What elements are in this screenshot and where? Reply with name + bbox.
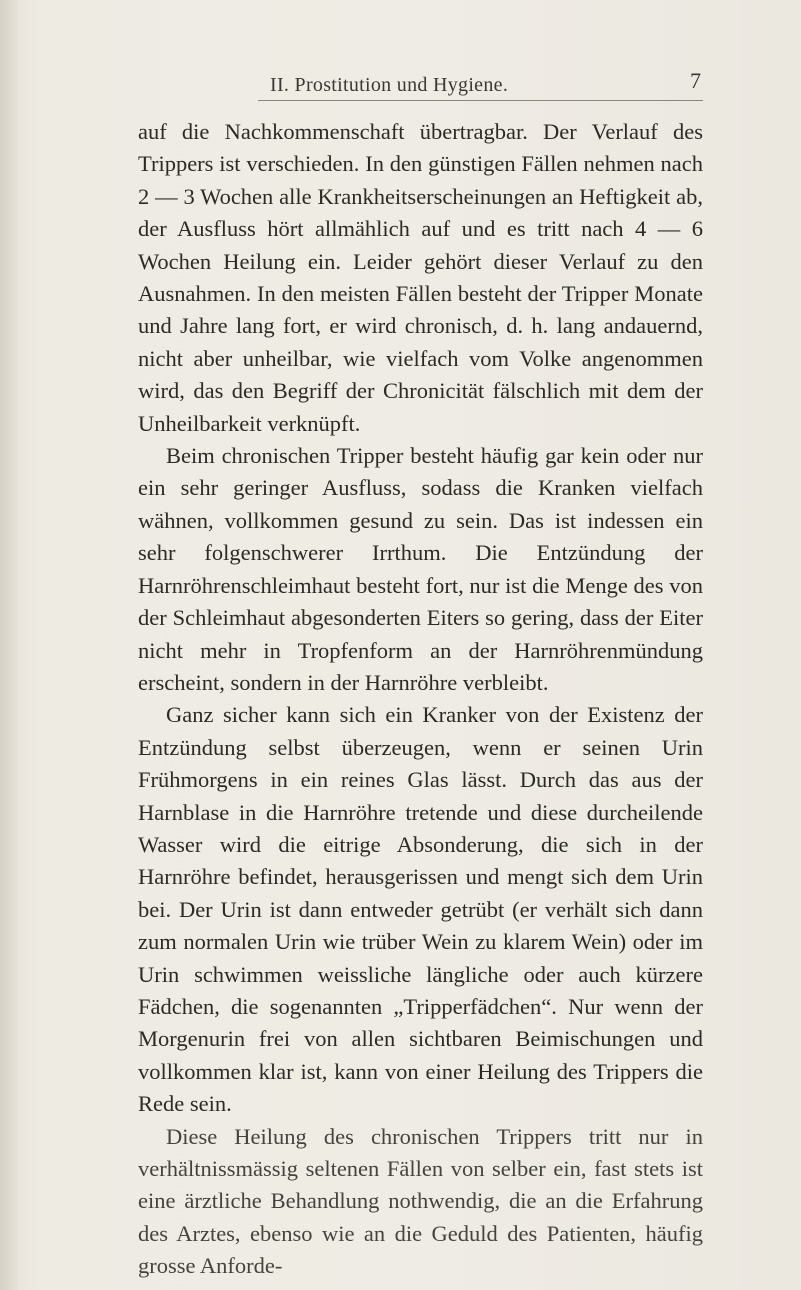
header-rule xyxy=(258,100,703,101)
paragraph-4: Diese Heilung des chronischen Trippers tritt nur in verhältnissmässig seltenen Fällen von selber ein, fast stets ist eine ärztliche Behandlung nothwendig, die an die Erfahrung des Arztes, ebenso wie an die Geduld des Patienten, häufig grosse Anforde- xyxy=(138,1123,703,1279)
page-gutter xyxy=(0,0,18,1290)
paragraph-3: Ganz sicher kann sich ein Kranker von der Existenz der Entzündung selbst überzeugen, wenn er seinen Urin Frühmorgens in ein reines Glas lässt. Durch das aus der Harnblase in die Harnröhre tretende und diese durcheilende Wasser wird die eitrige Absonderung, die sich in der Harnröhre befindet, herausgerissen und mengt sich dem Urin bei. Der Urin ist dann entweder getrübt (er verhält sich dann zum normalen Urin wie trüber Wein zu klarem Wein) oder im Urin schwimmen weissliche längliche oder auch kürzere Fädchen, die sogenannten „Tripperfädchen“. Nur wenn der Morgenurin frei von allen sichtbaren Beimischungen und vollkommen klar ist, kann von einer Heilung des Trippers die Rede sein. xyxy=(138,702,703,1117)
page-number: 7 xyxy=(690,68,701,93)
body-text xyxy=(138,116,703,1283)
running-header: II. Prostitution und Hygiene. xyxy=(270,74,509,96)
paragraph-1: auf die Nachkommenschaft übertragbar. Der Verlauf des Trippers ist verschieden. In den günstigen Fällen nehmen nach 2 — 3 Wochen alle Krankheitserscheinungen an Heftigkeit ab, der Ausfluss hört allmählich auf und es tritt nach 4 — 6 Wochen Heilung ein. Leider gehört dieser Verlauf zu den Ausnahmen. In den meisten Fällen besteht der Tripper Monate und Jahre lang fort, er wird chronisch, d. h. lang andauernd, nicht aber unheilbar, wie vielfach vom Volke angenommen wird, das den Begriff der Chronicität fälschlich mit dem der Unheilbarkeit verknüpft. xyxy=(138,119,703,436)
paragraph-2: Beim chronischen Tripper besteht häufig gar kein oder nur ein sehr geringer Ausfluss, sodass die Kranken vielfach wähnen, vollkommen gesund zu sein. Das ist indessen ein sehr folgenschwerer Irrthum. Die Entzündung der Harnröhrenschleimhaut besteht fort, nur ist die Menge des von der Schleimhaut abgesonderten Eiters so gering, dass der Eiter nicht mehr in Tropfenform an der Harnröhrenmündung erscheint, sondern in der Harnröhre verbleibt. xyxy=(138,443,703,695)
